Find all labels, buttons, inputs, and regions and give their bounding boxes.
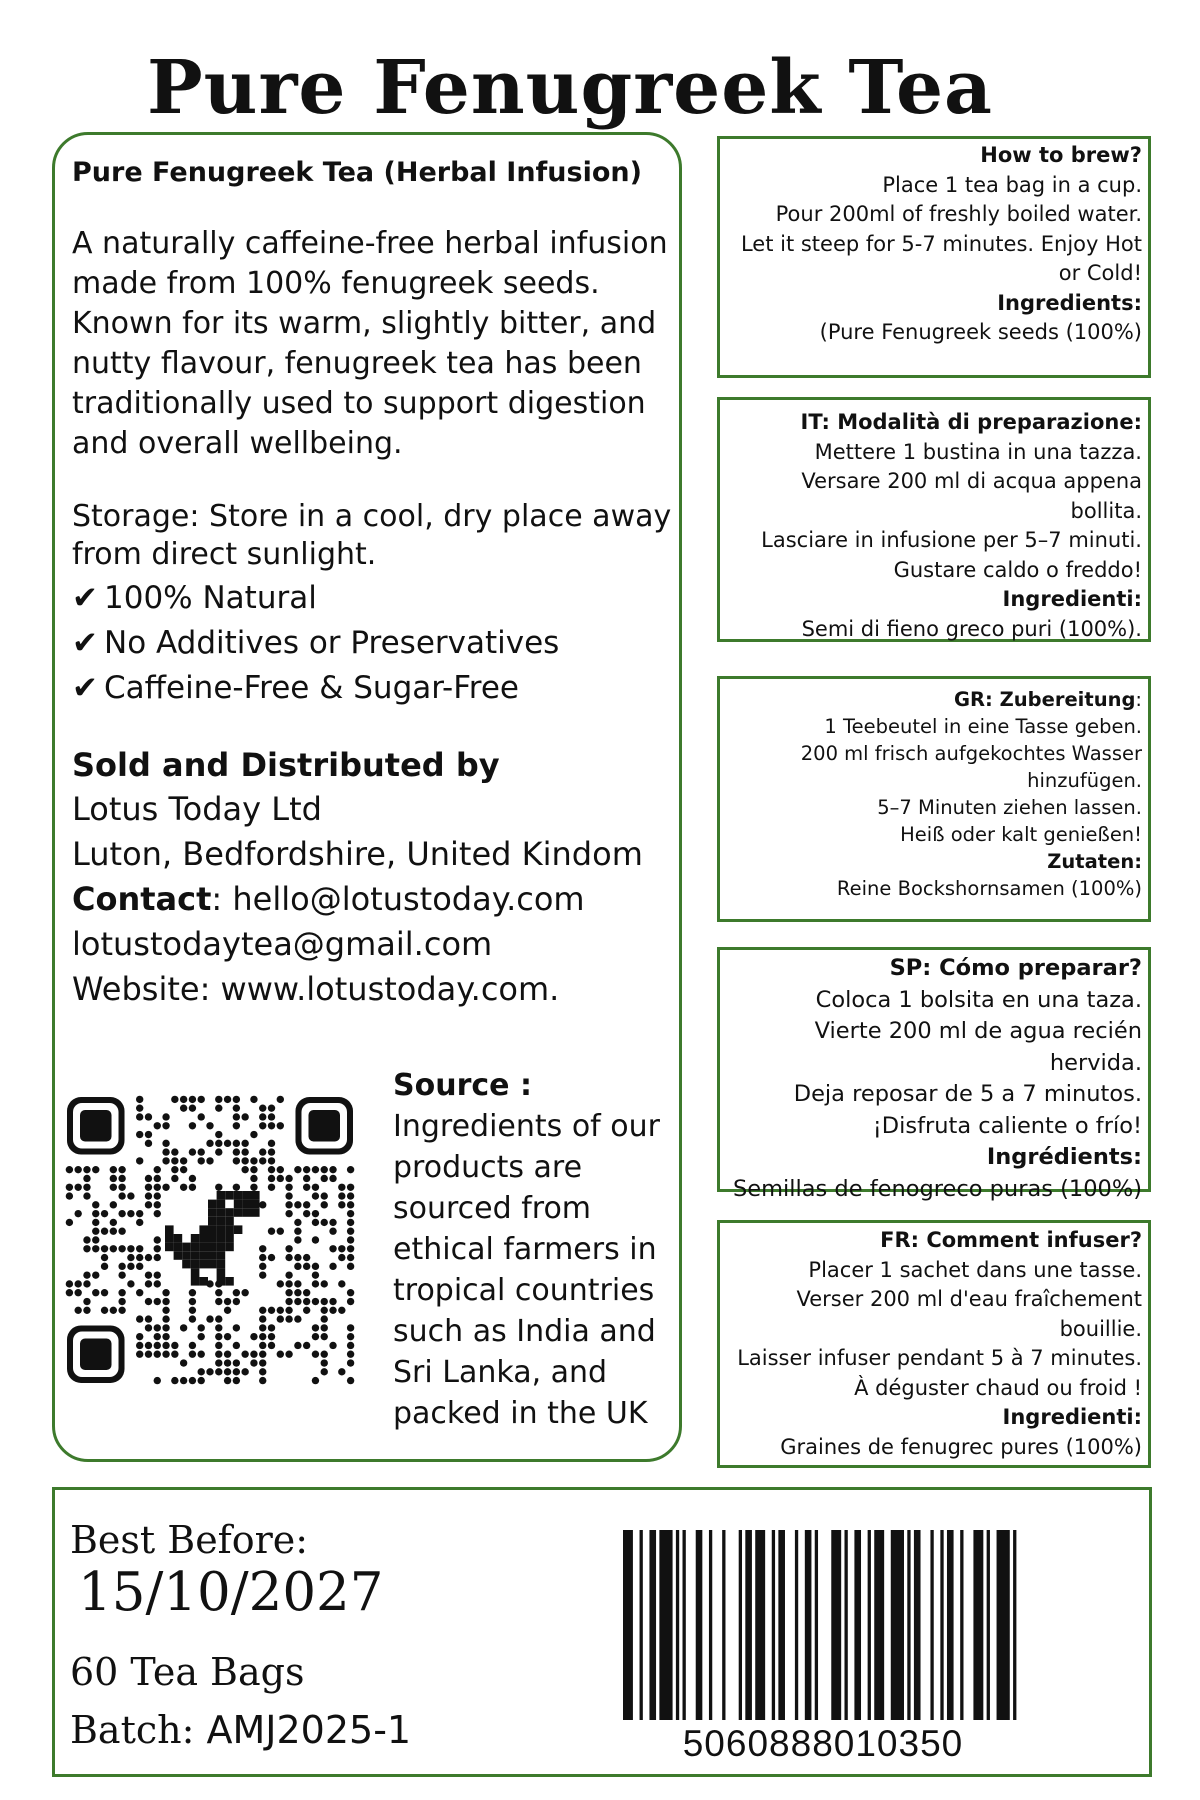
source-title: Source : — [393, 1068, 532, 1103]
product-info-content — [72, 155, 672, 1012]
contact-label: Contact — [72, 880, 212, 919]
brew-step: Heiß oder kalt genießen! — [900, 823, 1142, 846]
feature-item — [72, 576, 672, 621]
distributor-heading: Sold and Distributed by — [72, 746, 500, 785]
barcode-number: 5060888010350 — [682, 1723, 964, 1764]
brew-panel-it — [717, 397, 1151, 642]
ingredients-label: Ingredienti: — [1002, 1405, 1142, 1429]
brew-step: Pour 200ml of freshly boiled water. — [775, 202, 1142, 226]
brew-heading: How to brew? — [980, 143, 1142, 167]
contact-line — [72, 877, 672, 922]
ingredients-value: Reine Bockshornsamen (100%) — [836, 877, 1142, 900]
brew-heading-line — [726, 686, 1142, 713]
brew-step: 5–7 Minuten ziehen lassen. — [877, 796, 1142, 819]
best-before-label: Best Before: — [70, 1518, 309, 1562]
ingredients-label: Ingredienti: — [1002, 587, 1142, 611]
page-title: Pure Fenugreek Tea — [147, 45, 993, 131]
brew-panel-es — [717, 947, 1151, 1202]
brew-step: Place 1 tea bag in a cup. — [882, 172, 1142, 197]
brew-step: Coloca 1 bolsita en una taza. — [815, 986, 1142, 1013]
source-text: Ingredients of our products are sourced from ethical farmers in tropical countries such as India and Sri Lanka, and packed in the UK — [393, 1109, 660, 1431]
brew-panel-de — [717, 676, 1151, 922]
distributor-company: Lotus Today Ltd — [72, 790, 322, 829]
ingredients-value: Semi di fieno greco puri (100%). — [801, 616, 1142, 641]
brew-step: Placer 1 sachet dans une tasse. — [808, 1257, 1142, 1282]
check-mark-icon: ✔ — [72, 580, 98, 617]
barcode-icon — [623, 1530, 1023, 1730]
best-before-date: 15/10/2027 — [78, 1562, 384, 1623]
website: Website: www.lotustoday.com. — [72, 970, 560, 1009]
brew-panel-en — [717, 136, 1151, 378]
ingredients-label: Zutaten: — [1047, 850, 1142, 873]
brew-step: Mettere 1 bustina in una tazza. — [814, 439, 1142, 464]
distributor-address: Luton, Bedfordshire, United Kindom — [72, 835, 643, 874]
source-info — [393, 1065, 663, 1434]
brew-step: Verser 200 ml d'eau fraîchement bouillie. — [796, 1287, 1142, 1341]
check-mark-icon: ✔ — [72, 670, 98, 707]
brew-heading: IT: Modalità di preparazione: — [800, 410, 1142, 434]
brew-step: 1 Teebeutel in eine Tasse geben. — [824, 715, 1142, 738]
feature-item — [72, 621, 672, 666]
brew-heading: FR: Comment infuser? — [880, 1228, 1142, 1252]
feature-label: No Additives or Preservatives — [104, 625, 560, 662]
feature-label: Caffeine-Free & Sugar-Free — [104, 670, 519, 707]
product-info-panel — [52, 132, 682, 1462]
brew-step: Deja reposar de 5 a 7 minutos. — [793, 1081, 1142, 1107]
batch-value: AMJ2025-1 — [206, 1708, 412, 1752]
brew-step: À déguster chaud ou froid ! — [854, 1375, 1142, 1400]
brew-step: Versare 200 ml di acqua appena bollita. — [801, 469, 1142, 523]
secondary-email: lotustodaytea@gmail.com — [72, 925, 493, 964]
brew-panel-fr — [717, 1220, 1151, 1468]
contact-email: : hello@lotustoday.com — [211, 880, 585, 919]
bag-count: 60 Tea Bags — [70, 1650, 305, 1694]
brew-step: Gustare caldo o freddo! — [893, 557, 1142, 582]
feature-item — [72, 666, 672, 711]
ingredients-value: Semillas de fenogreco puras (100%) — [732, 1175, 1142, 1202]
ingredients-value: (Pure Fenugreek seeds (100%) — [819, 320, 1142, 344]
storage-instructions: Storage: Store in a cool, dry place away from direct sunlight. — [72, 499, 672, 573]
product-subtitle: Pure Fenugreek Tea (Herbal Infusion) — [72, 157, 642, 188]
feature-label: 100% Natural — [104, 580, 317, 617]
brew-heading: SP: Cómo preparar? — [889, 955, 1142, 981]
batch-line — [70, 1708, 411, 1752]
brew-step: Let it steep for 5-7 minutes. Enjoy Hot or Cold! — [740, 231, 1142, 285]
ingredients-value: Graines de fenugrec pures (100%) — [780, 1434, 1142, 1459]
check-mark-icon: ✔ — [72, 625, 98, 662]
brew-heading-suffix: : — [1135, 688, 1142, 711]
brew-step: Vierte 200 ml de agua recién hervida. — [814, 1018, 1142, 1076]
ingredients-label: Ingrédients: — [986, 1144, 1142, 1170]
brew-step: Lasciare in infusione per 5–7 minuti. — [761, 528, 1142, 552]
product-description: A naturally caffeine-free herbal infusion made from 100% fenugreek seeds. Known for its warm, slightly bitter, and nutty flavour, fenugreek tea has been traditionally used to support digestion and overall wellbeing. — [72, 226, 668, 462]
brew-step: Laisser infuser pendant 5 à 7 minutes. — [737, 1346, 1142, 1370]
feature-list — [72, 576, 672, 711]
batch-info-panel — [52, 1487, 1152, 1777]
batch-label: Batch: — [70, 1708, 207, 1752]
brew-heading: GR: Zubereitung — [954, 688, 1136, 711]
ingredients-label: Ingredients: — [997, 290, 1142, 315]
brew-step: 200 ml frisch aufgekochtes Wasser hinzufügen. — [800, 742, 1142, 792]
qr-code-dinosaur-icon — [65, 1095, 355, 1385]
brew-step: ¡Disfruta caliente o frío! — [872, 1112, 1142, 1139]
